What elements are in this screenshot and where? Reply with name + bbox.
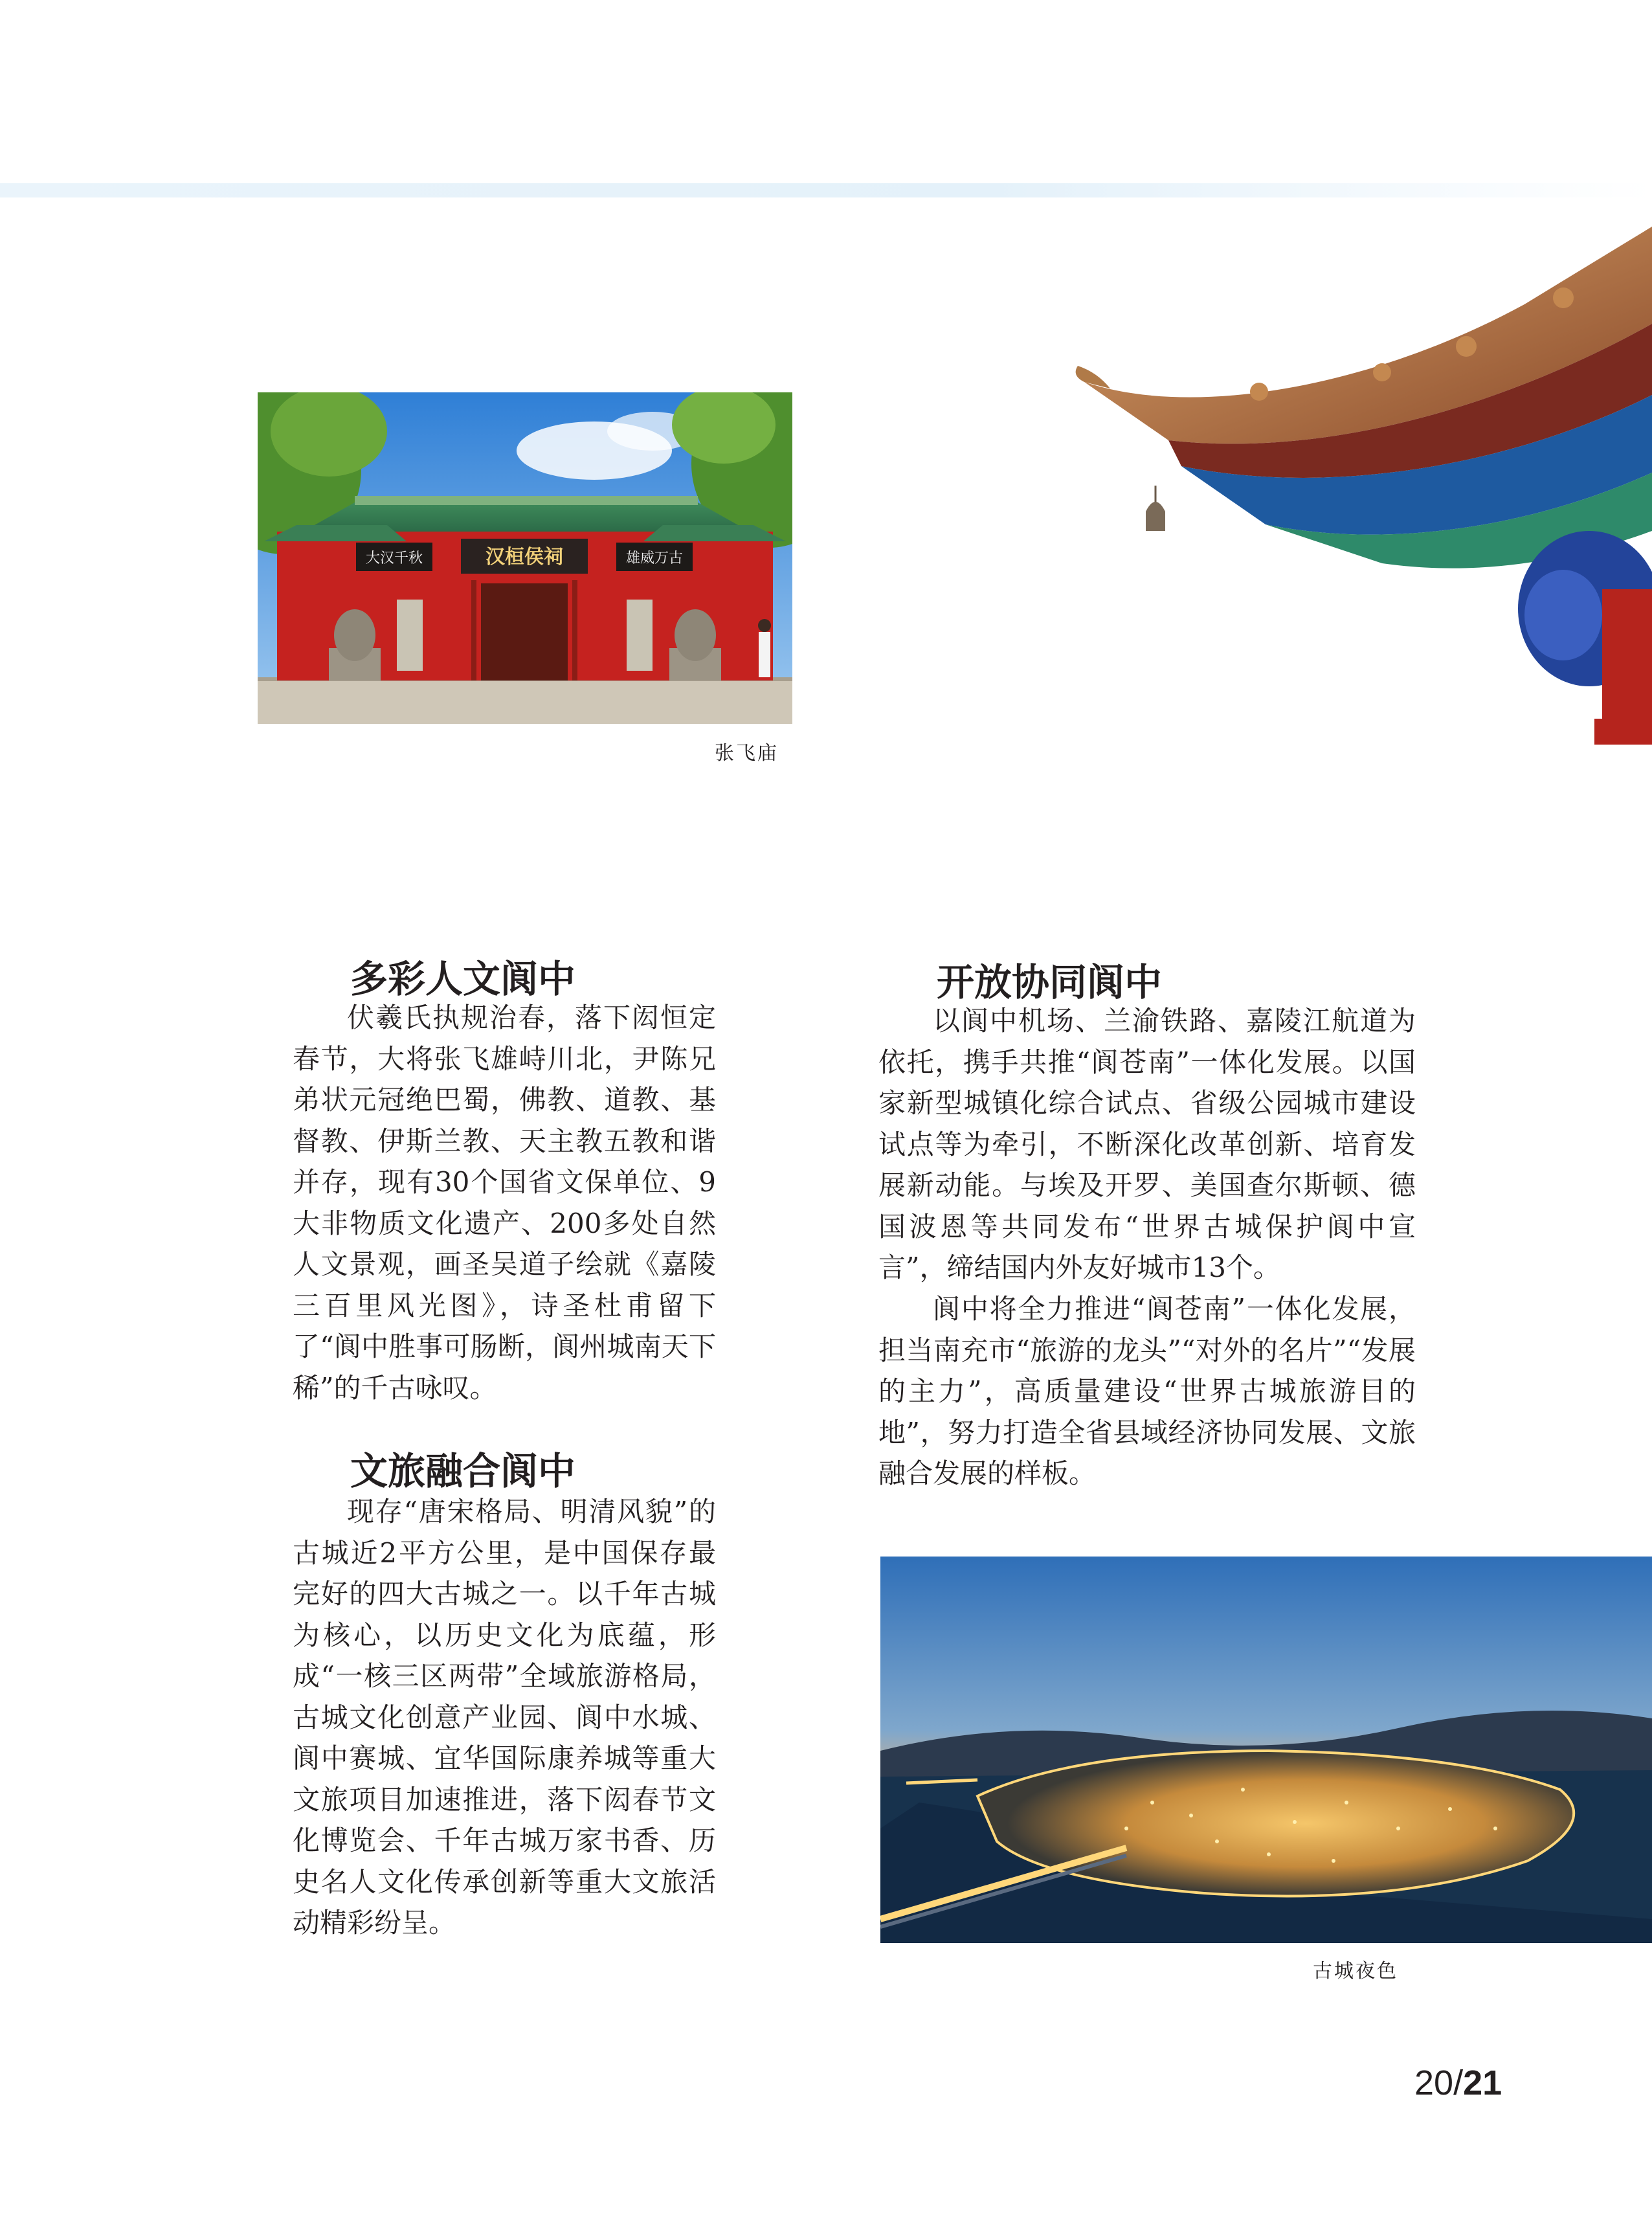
page-number [1414,2063,1502,2103]
tourism-section-title: 文旅融合阆中 [350,1449,576,1493]
open-section-title: 开放协同阆中 [937,960,1163,1004]
ancient-city-night-photo [880,1557,1652,1943]
tourism-section-body: 现存“唐宋格局、明清风貌”的古城近2平方公里，是中国保存最完好的四大古城之一。以千年古城为核心，以历史文化为底蕴，形成“一核三区两带”全域旅游格局，古城文化创意产业园、阆中水城、阆中赛城、宜华国际康养城等重大文旅项目加速推进，落下闳春节文化博览会、千年古城万家书香、历史名人文化传承创新等重大文旅活动精彩纷呈。 [293,1496,716,1939]
open-section-body-2: 阆中将全力推进“阆苍南”一体化发展，担当南充市“旅游的龙头”“对外的名片”“发展的主力”，高质量建设“世界古城旅游目的地”，努力打造全省县域经济协同发展、文旅融合发展的样板。 [878,1293,1416,1489]
temple-sign-right: 雄威万古 [625,550,684,567]
open-section-body-1: 以阆中机场、兰渝铁路、嘉陵江航道为依托，携手共推“阆苍南”一体化发展。以国家新型城镇化综合试点、省级公园城市建设试点等为牵引，不断深化改革创新、培育发展新动能。与埃及开罗、美国查尔斯顿、德国波恩等共同发布“世界古城保护阆中宣言”，缔结国内外友好城市13个。 [878,1005,1416,1283]
page-number-right: 21 [1463,2063,1502,2102]
temple-photo-caption: 张飞庙 [715,742,779,765]
temple-sign-left: 大汉千秋 [365,550,423,567]
night-photo-caption: 古城夜色 [1313,1960,1398,1983]
page-number-left: 20/ [1414,2063,1464,2102]
temple-eaves-illustration [1071,227,1652,745]
temple-sign-center: 汉桓侯祠 [486,546,563,568]
culture-section-title: 多彩人文阆中 [350,957,576,1001]
culture-section-body: 伏羲氏执规治春，落下闳恒定春节，大将张飞雄峙川北，尹陈兄弟状元冠绝巴蜀，佛教、道教、基督教、伊斯兰教、天主教五教和谐并存，现有30个国省文保单位、9大非物质文化遗产、200多处自然人文景观，画圣吴道子绘就《嘉陵三百里风光图》，诗圣杜甫留下了“阆中胜事可肠断，阆州城南天下稀”的千古咏叹。 [293,1002,716,1404]
top-color-band [0,183,1652,197]
zhangfei-temple-photo [258,392,792,724]
